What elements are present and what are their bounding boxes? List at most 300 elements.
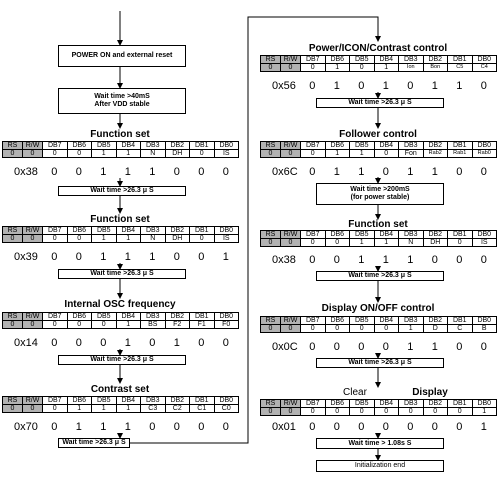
db5-header: DB5 xyxy=(350,142,375,150)
db3-header: DB3 xyxy=(399,400,424,408)
power-on-box xyxy=(58,45,186,67)
power-title: Power/ICON/Contrast control xyxy=(308,43,448,54)
db7-symbol: 0 xyxy=(43,321,68,329)
bit-value: 0 xyxy=(431,421,438,433)
db5-header: DB5 xyxy=(350,56,375,64)
clear-title-word-1: Clear xyxy=(343,387,367,398)
bit-value: 1 xyxy=(100,251,107,263)
bit-value: 0 xyxy=(198,251,205,263)
function-set-3-register xyxy=(260,230,497,247)
rw-value: 0 xyxy=(23,321,43,329)
register-header-row xyxy=(3,313,239,321)
bit-value: 0 xyxy=(480,254,487,266)
db2-header: DB2 xyxy=(423,231,448,239)
bit-value: 0 xyxy=(51,251,58,263)
db2-header: DB2 xyxy=(423,317,448,325)
db3-header: DB3 xyxy=(141,313,166,321)
db1-symbol: 0 xyxy=(448,239,473,247)
db3-symbol: Fon xyxy=(399,150,424,158)
db1-symbol: C1 xyxy=(190,405,215,413)
db1-header: DB1 xyxy=(448,56,473,64)
db1-header: DB1 xyxy=(448,317,473,325)
wait-box-2 xyxy=(58,269,186,279)
db7-header: DB7 xyxy=(301,56,326,64)
bit-value: 0 xyxy=(75,251,82,263)
db4-symbol: 1 xyxy=(374,239,399,247)
db3-symbol: N xyxy=(399,239,424,247)
bit-value: 0 xyxy=(407,80,414,92)
bit-value: 1 xyxy=(124,337,131,349)
rs-value: 0 xyxy=(3,235,23,243)
osc-register xyxy=(2,312,239,329)
db2-symbol: DH xyxy=(423,239,448,247)
db3-symbol: N xyxy=(141,235,166,243)
bit-value: 0 xyxy=(149,337,156,349)
db0-header: DB0 xyxy=(214,397,239,405)
bit-value: 1 xyxy=(333,80,340,92)
wait-label: Wait time >26.3 μ S xyxy=(62,439,126,446)
db4-header: DB4 xyxy=(374,231,399,239)
bit-value: 0 xyxy=(407,421,414,433)
db2-header: DB2 xyxy=(423,142,448,150)
db0-symbol: C4 xyxy=(472,64,497,72)
bit-value: 0 xyxy=(382,421,389,433)
db4-symbol: 1 xyxy=(116,235,141,243)
db0-header: DB0 xyxy=(472,317,497,325)
db7-symbol: 0 xyxy=(43,150,68,158)
db2-header: DB2 xyxy=(165,313,190,321)
db0-header: DB0 xyxy=(472,400,497,408)
db0-header: DB0 xyxy=(472,56,497,64)
wait-box-3 xyxy=(58,355,186,365)
clear-title-word-2: Display xyxy=(412,387,448,398)
osc-hex: 0x14 xyxy=(14,337,38,349)
bit-value: 0 xyxy=(358,80,365,92)
rs-header: RS xyxy=(261,400,281,408)
rs-header: RS xyxy=(3,142,23,150)
db2-symbol: DH xyxy=(165,235,190,243)
db6-symbol: 0 xyxy=(67,235,92,243)
db7-symbol: 0 xyxy=(301,239,326,247)
register-header-row xyxy=(261,231,497,239)
db3-header: DB3 xyxy=(141,227,166,235)
function-set-2-bits xyxy=(42,251,238,263)
db2-symbol: F2 xyxy=(165,321,190,329)
db4-header: DB4 xyxy=(374,317,399,325)
function-set-1-title: Function set xyxy=(90,129,150,140)
db4-header: DB4 xyxy=(374,56,399,64)
bit-value: 1 xyxy=(480,421,487,433)
rw-value: 0 xyxy=(23,235,43,243)
clear-register xyxy=(260,399,497,416)
rs-value: 0 xyxy=(3,150,23,158)
db1-symbol: C5 xyxy=(448,64,473,72)
contrast-register xyxy=(2,396,239,413)
bit-value: 0 xyxy=(480,166,487,178)
db3-symbol: 1 xyxy=(399,325,424,333)
rs-value: 0 xyxy=(261,408,281,416)
display-hex: 0x0C xyxy=(272,341,298,353)
function-set-3-title: Function set xyxy=(348,219,408,230)
bit-value: 1 xyxy=(407,341,414,353)
db1-symbol: 0 xyxy=(190,150,215,158)
db1-header: DB1 xyxy=(448,142,473,150)
power-on-label: POWER ON and external reset xyxy=(71,52,173,59)
db7-header: DB7 xyxy=(43,397,68,405)
bit-value: 1 xyxy=(407,166,414,178)
db5-header: DB5 xyxy=(92,142,117,150)
rw-value: 0 xyxy=(281,408,301,416)
bit-value: 0 xyxy=(480,80,487,92)
db4-symbol: 1 xyxy=(116,321,141,329)
db4-symbol: 1 xyxy=(374,64,399,72)
rs-value: 0 xyxy=(261,150,281,158)
bit-value: 1 xyxy=(382,80,389,92)
wait-label: Wait time >26.3 μ S xyxy=(348,272,412,279)
db2-symbol: 0 xyxy=(423,408,448,416)
bit-value: 0 xyxy=(173,166,180,178)
db0-symbol: C0 xyxy=(214,405,239,413)
wait-label: Wait time >26.3 μ S xyxy=(90,187,154,194)
rw-value: 0 xyxy=(23,405,43,413)
db2-symbol: D xyxy=(423,325,448,333)
register-symbol-row xyxy=(261,150,497,158)
db5-symbol: 1 xyxy=(92,150,117,158)
rs-value: 0 xyxy=(261,239,281,247)
function-set-2-hex: 0x39 xyxy=(14,251,38,263)
display-title: Display ON/OFF control xyxy=(321,303,435,314)
function-set-2-register xyxy=(2,226,239,243)
bit-value: 0 xyxy=(358,341,365,353)
db5-header: DB5 xyxy=(92,313,117,321)
rw-header: R/W xyxy=(281,400,301,408)
register-header-row xyxy=(3,227,239,235)
db7-symbol: 0 xyxy=(301,408,326,416)
db5-symbol: 0 xyxy=(92,321,117,329)
db2-header: DB2 xyxy=(423,56,448,64)
db3-header: DB3 xyxy=(141,142,166,150)
bit-value: 0 xyxy=(198,421,205,433)
bit-value: 0 xyxy=(333,254,340,266)
db4-symbol: 0 xyxy=(374,408,399,416)
rw-value: 0 xyxy=(281,150,301,158)
rs-value: 0 xyxy=(3,405,23,413)
wait-vdd-box xyxy=(58,88,186,114)
db6-header: DB6 xyxy=(325,317,350,325)
db5-header: DB5 xyxy=(350,317,375,325)
db3-symbol: C3 xyxy=(141,405,166,413)
bit-value: 1 xyxy=(149,251,156,263)
bit-value: 1 xyxy=(124,421,131,433)
power-bits xyxy=(300,80,496,92)
rw-header: R/W xyxy=(23,397,43,405)
bit-value: 1 xyxy=(173,337,180,349)
db5-symbol: 1 xyxy=(350,239,375,247)
db7-symbol: 0 xyxy=(43,235,68,243)
bit-value: 1 xyxy=(75,421,82,433)
wait-label: Wait time >26.3 μ S xyxy=(348,99,412,106)
rs-value: 0 xyxy=(261,325,281,333)
rs-header: RS xyxy=(261,142,281,150)
db2-header: DB2 xyxy=(165,142,190,150)
db5-header: DB5 xyxy=(350,231,375,239)
bit-value: 1 xyxy=(149,166,156,178)
db6-symbol: 0 xyxy=(325,408,350,416)
db6-header: DB6 xyxy=(67,142,92,150)
bit-value: 0 xyxy=(333,341,340,353)
db7-header: DB7 xyxy=(43,227,68,235)
bit-value: 0 xyxy=(51,166,58,178)
register-header-row xyxy=(261,142,497,150)
bit-value: 1 xyxy=(124,166,131,178)
bit-value: 0 xyxy=(333,421,340,433)
bit-value: 1 xyxy=(100,421,107,433)
function-set-2-title: Function set xyxy=(90,214,150,225)
bit-value: 0 xyxy=(198,166,205,178)
register-symbol-row xyxy=(3,405,239,413)
bit-value: 0 xyxy=(75,337,82,349)
function-set-1-register xyxy=(2,141,239,158)
bit-value: 0 xyxy=(480,341,487,353)
db4-header: DB4 xyxy=(116,227,141,235)
register-header-row xyxy=(3,397,239,405)
db6-symbol: 1 xyxy=(325,64,350,72)
register-header-row xyxy=(261,400,497,408)
contrast-title: Contrast set xyxy=(90,384,150,395)
db2-symbol: DH xyxy=(165,150,190,158)
clear-bits xyxy=(300,421,496,433)
db7-header: DB7 xyxy=(301,400,326,408)
wait-power-box xyxy=(316,183,444,205)
rw-value: 0 xyxy=(23,150,43,158)
rs-value: 0 xyxy=(3,321,23,329)
db5-header: DB5 xyxy=(92,397,117,405)
db6-symbol: 0 xyxy=(67,321,92,329)
db3-symbol: 0 xyxy=(399,408,424,416)
bit-value: 0 xyxy=(75,166,82,178)
rw-header: R/W xyxy=(281,317,301,325)
register-header-row xyxy=(3,142,239,150)
bit-value: 1 xyxy=(333,166,340,178)
db3-header: DB3 xyxy=(399,142,424,150)
db4-header: DB4 xyxy=(116,142,141,150)
db5-symbol: 1 xyxy=(92,235,117,243)
register-symbol-row xyxy=(3,235,239,243)
db0-symbol: B xyxy=(472,325,497,333)
db1-symbol: Rab1 xyxy=(448,150,473,158)
db7-symbol: 0 xyxy=(301,64,326,72)
rw-header: R/W xyxy=(281,142,301,150)
db6-header: DB6 xyxy=(325,400,350,408)
db0-header: DB0 xyxy=(214,142,239,150)
db4-symbol: 0 xyxy=(374,325,399,333)
db0-symbol: Rab0 xyxy=(472,150,497,158)
follower-bits xyxy=(300,166,496,178)
db3-header: DB3 xyxy=(141,397,166,405)
db3-symbol: BS xyxy=(141,321,166,329)
db0-symbol: IS xyxy=(214,235,239,243)
bit-value: 1 xyxy=(407,254,414,266)
db0-header: DB0 xyxy=(472,231,497,239)
bit-value: 0 xyxy=(51,421,58,433)
db6-symbol: 0 xyxy=(325,239,350,247)
register-symbol-row xyxy=(261,325,497,333)
osc-bits xyxy=(42,337,238,349)
wait-clear-box xyxy=(316,438,444,449)
db3-symbol: Ion xyxy=(399,64,424,72)
db6-symbol: 0 xyxy=(325,325,350,333)
bit-value: 1 xyxy=(358,166,365,178)
db4-header: DB4 xyxy=(116,397,141,405)
wait-power-line-1: Wait time >200mS xyxy=(350,186,410,193)
wait-box-5 xyxy=(316,98,444,108)
db5-symbol: 0 xyxy=(350,64,375,72)
bit-value: 0 xyxy=(309,421,316,433)
bit-value: 0 xyxy=(222,337,229,349)
bit-value: 0 xyxy=(51,337,58,349)
bit-value: 1 xyxy=(358,254,365,266)
bit-value: 0 xyxy=(149,421,156,433)
db4-symbol: 1 xyxy=(116,405,141,413)
follower-register xyxy=(260,141,497,158)
bit-value: 0 xyxy=(198,337,205,349)
db4-header: DB4 xyxy=(374,142,399,150)
db5-symbol: 1 xyxy=(92,405,117,413)
db5-symbol: 0 xyxy=(350,408,375,416)
wait-label: Wait time >26.3 μ S xyxy=(348,359,412,366)
db6-header: DB6 xyxy=(67,227,92,235)
bit-value: 0 xyxy=(173,421,180,433)
wait-vdd-line-1: Wait time >40mS xyxy=(94,93,150,100)
function-set-1-bits xyxy=(42,166,238,178)
init-end-box xyxy=(316,460,444,472)
db5-header: DB5 xyxy=(92,227,117,235)
follower-hex: 0x6C xyxy=(272,166,298,178)
db4-symbol: 0 xyxy=(374,150,399,158)
rs-header: RS xyxy=(3,397,23,405)
db6-header: DB6 xyxy=(325,56,350,64)
bit-value: 1 xyxy=(431,80,438,92)
bit-value: 1 xyxy=(124,251,131,263)
db6-symbol: 1 xyxy=(67,405,92,413)
db0-header: DB0 xyxy=(472,142,497,150)
db2-symbol: C2 xyxy=(165,405,190,413)
db6-header: DB6 xyxy=(67,313,92,321)
rs-header: RS xyxy=(3,313,23,321)
display-bits xyxy=(300,341,496,353)
bit-value: 0 xyxy=(358,421,365,433)
db3-header: DB3 xyxy=(399,317,424,325)
register-symbol-row xyxy=(261,408,497,416)
rs-header: RS xyxy=(261,231,281,239)
db0-symbol: F0 xyxy=(214,321,239,329)
rw-value: 0 xyxy=(281,325,301,333)
db7-symbol: 0 xyxy=(43,405,68,413)
db2-symbol: Bon xyxy=(423,64,448,72)
db3-header: DB3 xyxy=(399,56,424,64)
register-symbol-row xyxy=(261,239,497,247)
rw-header: R/W xyxy=(281,231,301,239)
db6-header: DB6 xyxy=(325,142,350,150)
db0-header: DB0 xyxy=(214,313,239,321)
bit-value: 0 xyxy=(456,341,463,353)
bit-value: 0 xyxy=(100,337,107,349)
bit-value: 0 xyxy=(309,254,316,266)
rw-header: R/W xyxy=(23,142,43,150)
bit-value: 0 xyxy=(456,254,463,266)
wait-label: Wait time >26.3 μ S xyxy=(90,270,154,277)
power-hex: 0x56 xyxy=(272,80,296,92)
db0-symbol: 1 xyxy=(472,408,497,416)
db6-symbol: 1 xyxy=(325,150,350,158)
db2-header: DB2 xyxy=(423,400,448,408)
bit-value: 0 xyxy=(173,251,180,263)
db1-symbol: 0 xyxy=(448,408,473,416)
wait-label: Wait time >26.3 μ S xyxy=(90,356,154,363)
wait-box-7 xyxy=(316,358,444,368)
db7-symbol: 0 xyxy=(301,150,326,158)
db2-header: DB2 xyxy=(165,227,190,235)
bit-value: 0 xyxy=(309,80,316,92)
function-set-1-hex: 0x38 xyxy=(14,166,38,178)
db2-symbol: Rab2 xyxy=(423,150,448,158)
rs-header: RS xyxy=(261,317,281,325)
db3-header: DB3 xyxy=(399,231,424,239)
db0-symbol: IS xyxy=(472,239,497,247)
bit-value: 0 xyxy=(382,166,389,178)
wait-box-4 xyxy=(58,438,130,448)
db3-symbol: N xyxy=(141,150,166,158)
rs-header: RS xyxy=(261,56,281,64)
db7-header: DB7 xyxy=(43,313,68,321)
bit-value: 0 xyxy=(222,166,229,178)
bit-value: 1 xyxy=(456,80,463,92)
osc-title: Internal OSC frequency xyxy=(64,299,176,310)
db1-header: DB1 xyxy=(190,397,215,405)
register-symbol-row xyxy=(3,150,239,158)
register-header-row xyxy=(261,317,497,325)
db7-header: DB7 xyxy=(301,142,326,150)
function-set-3-hex: 0x38 xyxy=(272,254,296,266)
db6-header: DB6 xyxy=(67,397,92,405)
bit-value: 0 xyxy=(309,166,316,178)
function-set-3-bits xyxy=(300,254,496,266)
db5-symbol: 1 xyxy=(350,150,375,158)
db0-symbol: IS xyxy=(214,150,239,158)
contrast-bits xyxy=(42,421,238,433)
bit-value: 0 xyxy=(382,341,389,353)
clear-hex: 0x01 xyxy=(272,421,296,433)
db1-header: DB1 xyxy=(190,313,215,321)
bit-value: 0 xyxy=(222,421,229,433)
rs-value: 0 xyxy=(261,64,281,72)
wait-box-6 xyxy=(316,271,444,281)
bit-value: 1 xyxy=(431,166,438,178)
register-header-row xyxy=(261,56,497,64)
db1-header: DB1 xyxy=(448,400,473,408)
bit-value: 1 xyxy=(222,251,229,263)
rw-value: 0 xyxy=(281,239,301,247)
wait-power-line-2: (for power stable) xyxy=(350,194,410,201)
db1-symbol: C xyxy=(448,325,473,333)
init-end-label: Initialization end xyxy=(354,462,406,469)
bit-value: 1 xyxy=(100,166,107,178)
db7-header: DB7 xyxy=(43,142,68,150)
wait-vdd-line-2: After VDD stable xyxy=(94,101,150,108)
db5-symbol: 0 xyxy=(350,325,375,333)
display-register xyxy=(260,316,497,333)
db6-header: DB6 xyxy=(325,231,350,239)
